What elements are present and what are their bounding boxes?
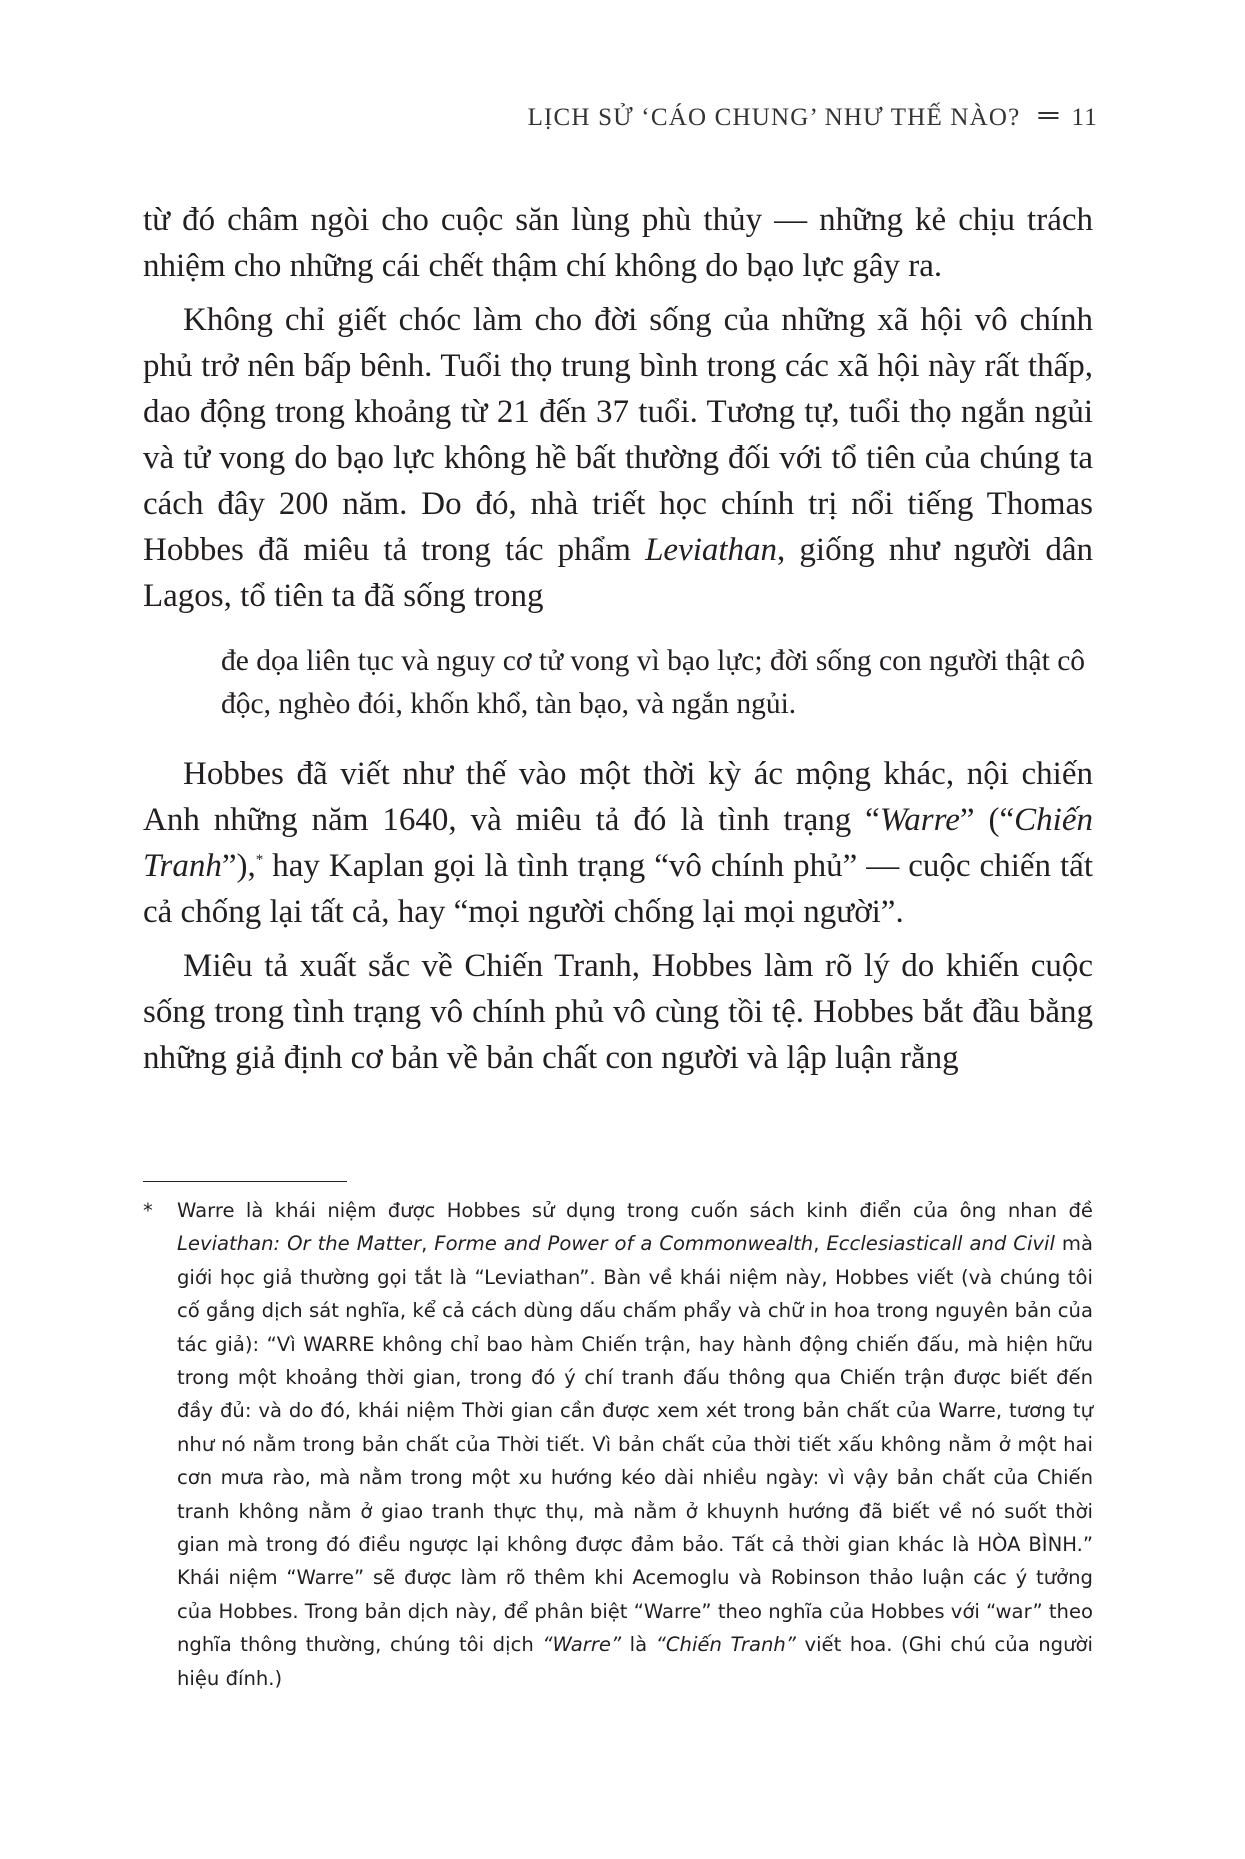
term-warre: Warre (879, 802, 960, 838)
running-title: LỊCH SỬ ‘CÁO CHUNG’ NHƯ THẾ NÀO? (527, 104, 1021, 131)
footnote-divider (143, 1181, 347, 1182)
paragraph-3: Hobbes đã viết như thế vào một thời kỳ ác mộng khác, nội chiến Anh những năm 1640, và miêu tả đó là tình trạng “Warre” (“Chiến Tranh”),* hay Kaplan gọi là tình trạng “vô chính phủ” — cuộc chiến tất cả chống lại tất cả, hay “mọi người chống lại mọi người”. (143, 756, 1093, 930)
header-separator: ═ (1038, 100, 1060, 131)
paragraph-2: Không chỉ giết chóc làm cho đời sống của những xã hội vô chính phủ trở nên bấp bênh. Tuổi thọ trung bình trong các xã hội này rất thấp, dao động trong khoảng từ 21 đến 37 tuổi. Tương tự, tuổi thọ ngắn ngủi và tử vong do bạo lực không hề bất thường đối với tổ tiên của chúng ta cách đây 200 năm. Do đó, nhà triết học chính trị nổi tiếng Thomas Hobbes đã miêu tả trong tác phẩm Leviathan, giống như người dân Lagos, tổ tiên ta đã sống trong (143, 302, 1093, 614)
paragraph-4: Miêu tả xuất sắc về Chiến Tranh, Hobbes làm rõ lý do khiến cuộc sống trong tình trạng vô chính phủ vô cùng tồi tệ. Hobbes bắt đầu bằng những giả định cơ bản về bản chất con người và lập luận rằng (143, 948, 1093, 1076)
page-number: 11 (1071, 104, 1098, 131)
body-text (143, 197, 1093, 1089)
footnote-reference[interactable]: * (255, 852, 264, 868)
footnote-marker: * (143, 1199, 153, 1222)
term-chien-tranh: Chiến Tranh (143, 802, 1093, 884)
footnote-text: Warre là khái niệm được Hobbes sử dụng trong cuốn sách kinh điển của ông nhan đề Leviathan: Or the Matter, Forme and Power of a Commonwealth, Ecclesiasticall and Civil mà giới học giả thường gọi tắt là “Leviathan”. Bàn về khái niệm này, Hobbes viết (và chúng tôi cố gắng dịch sát nghĩa, kể cả cách dùng dấu chấm phẩy và chữ in hoa trong nguyên bản của tác giả): “Vì WARRE không chỉ bao hàm Chiến trận, hay hành động chiến đấu, mà hiện hữu trong một khoảng thời gian, trong đó ý chí tranh đấu thông qua Chiến trận được biết đến đầy đủ: và do đó, khái niệm Thời gian cần được xem xét trong bản chất của Warre, tương tự như nó nằm trong bản chất của Thời tiết. Vì bản chất của thời tiết xấu không nằm ở một hai cơn mưa rào, mà nằm trong một xu hướng kéo dài nhiều ngày: vì vậy bản chất của Chiến tranh không nằm ở giao tranh thực thụ, mà nằm ở khuynh hướng đã biết về nó suốt thời gian mà trong đó điều ngược lại không được đảm bảo. Tất cả thời gian khác là HÒA BÌNH.” Khái niệm “Warre” sẽ được làm rõ thêm khi Acemoglu và Robinson thảo luận các ý tưởng của Hobbes. Trong bản dịch này, để phân biệt “Warre” theo nghĩa của Hobbes với “war” theo nghĩa thông thường, chúng tôi dịch “Warre” là “Chiến Tranh” viết hoa. (Ghi chú của người hiệu đính.) (177, 1199, 1093, 1690)
running-header (528, 100, 1098, 132)
block-quote: đe dọa liên tục và nguy cơ tử vong vì bạo lực; đời sống con người thật cô độc, nghèo đói, khốn khổ, tàn bạo, và ngắn ngủi. (221, 645, 1086, 720)
book-title-leviathan: Leviathan (645, 532, 778, 568)
paragraph-1: từ đó châm ngòi cho cuộc săn lùng phù thủy — những kẻ chịu trách nhiệm cho những cái chết thậm chí không do bạo lực gây ra. (143, 202, 1093, 284)
footnote (143, 1194, 1093, 1695)
